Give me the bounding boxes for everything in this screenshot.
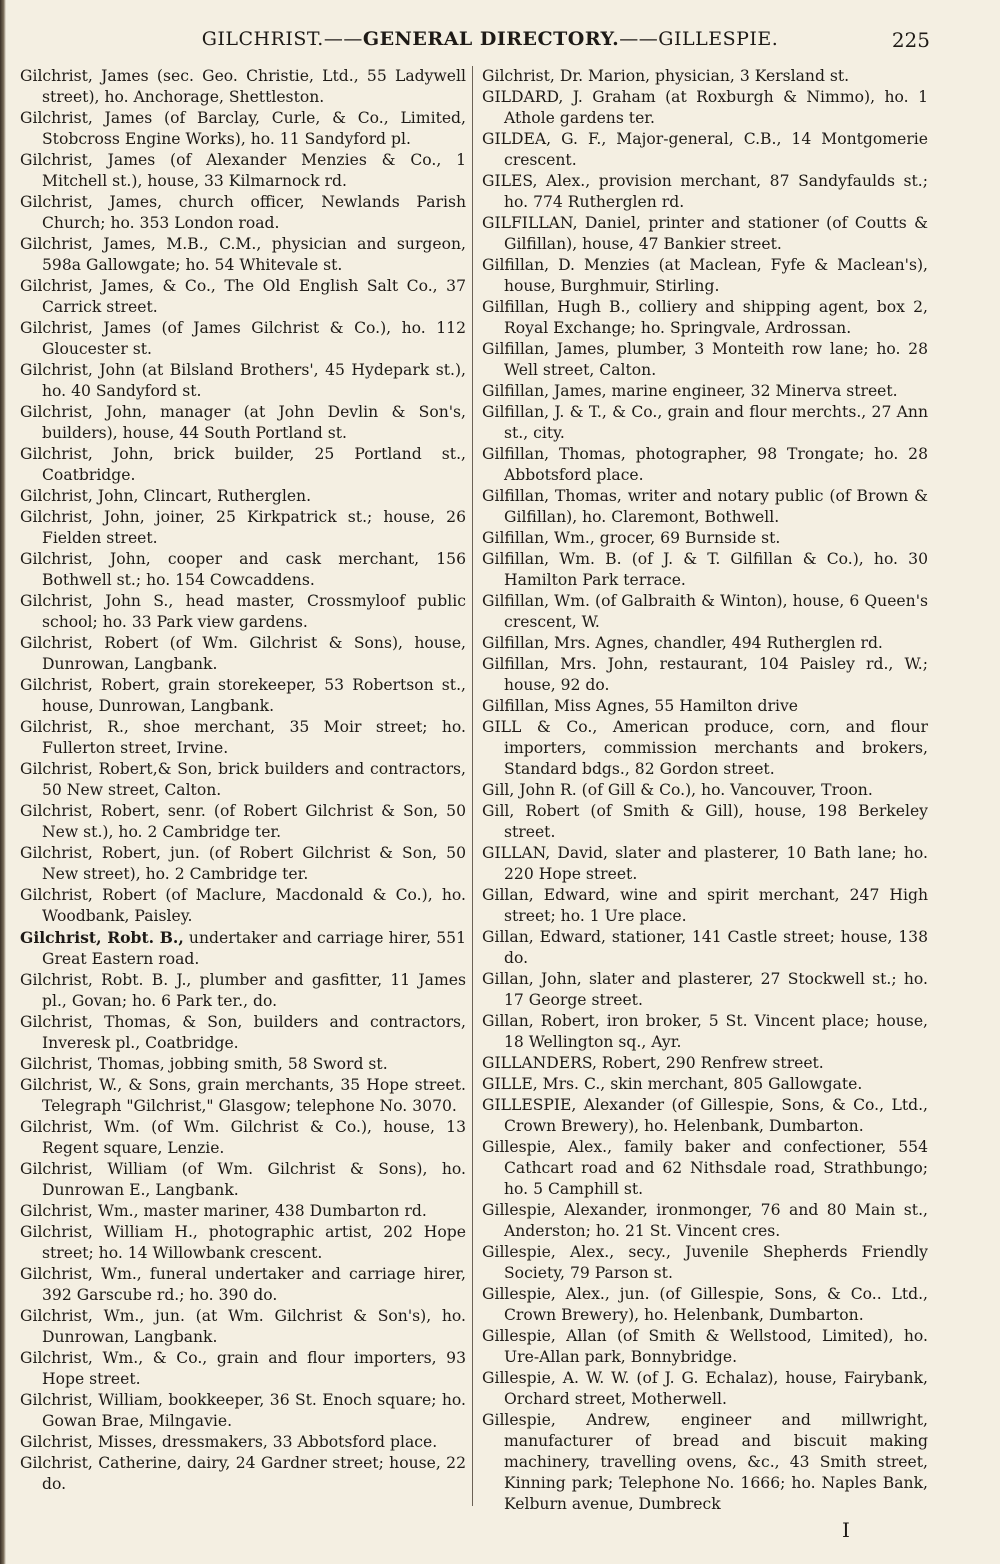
directory-entry <box>20 150 466 192</box>
directory-entry <box>482 969 928 1011</box>
entry-text: Gillespie, Alexander, ironmonger, 76 and 80 Main st., Anderston; ho. 21 St. Vincent cres. <box>482 1201 928 1240</box>
directory-entry <box>20 1222 466 1264</box>
entry-text: Gillespie, Alex., family baker and confectioner, 554 Cathcart road and 62 Nithsdale road, Strathbungo; ho. 5 Camphill st. <box>482 1138 928 1198</box>
directory-entry <box>20 1453 466 1495</box>
directory-entry <box>20 801 466 843</box>
entry-text: Gillespie, Alex., jun. (of Gillespie, Sons, & Co.. Ltd., Crown Brewery), ho. Helenbank, Dumbarton. <box>482 1285 928 1324</box>
directory-entry <box>20 1264 466 1306</box>
entry-text: Gilchrist, James (of James Gilchrist & Co.), ho. 112 Gloucester st. <box>20 319 466 358</box>
entry-text: Gilchrist, Robt. B. J., plumber and gasfitter, 11 James pl., Govan; ho. 6 Park ter., do. <box>20 971 466 1010</box>
entry-text: Gilfillan, Mrs. John, restaurant, 104 Paisley rd., W.; house, 92 do. <box>482 655 928 694</box>
entry-text: undertaker and carriage hirer, 551 Great Eastern road. <box>42 929 466 968</box>
entry-text: Gilchrist, Misses, dressmakers, 33 Abbotsford place. <box>20 1433 438 1451</box>
entry-text: GILDEA, G. F., Major-general, C.B., 14 Montgomerie crescent. <box>482 130 928 169</box>
directory-entry <box>482 717 928 780</box>
directory-entry <box>482 1326 928 1368</box>
entry-text: Gillan, Edward, wine and spirit merchant, 247 High street; ho. 1 Ure place. <box>482 886 928 925</box>
directory-entry <box>482 780 928 801</box>
entry-text: Gilchrist, Catherine, dairy, 24 Gardner street; house, 22 do. <box>20 1454 466 1493</box>
entry-text: Gilchrist, Dr. Marion, physician, 3 Kersland st. <box>482 67 850 85</box>
entry-text: GILFILLAN, Daniel, printer and stationer (of Coutts & Gilfillan), house, 47 Bankier street. <box>482 214 928 253</box>
directory-entry <box>20 970 466 1012</box>
entry-text: Gilchrist, James, & Co., The Old English Salt Co., 37 Carrick street. <box>20 277 466 316</box>
entry-text: Gilchrist, Thomas, & Son, builders and contractors, Inveresk pl., Coatbridge. <box>20 1013 466 1052</box>
header-right: GILLESPIE. <box>658 28 779 50</box>
running-head-title <box>170 28 810 50</box>
directory-entry <box>20 1201 466 1222</box>
directory-entry <box>20 633 466 675</box>
entry-text: GILLE, Mrs. C., skin merchant, 805 Gallowgate. <box>482 1075 863 1093</box>
directory-entry <box>20 591 466 633</box>
directory-entry <box>482 654 928 696</box>
directory-entry <box>482 1284 928 1326</box>
directory-entry <box>20 717 466 759</box>
header-left: GILCHRIST. <box>201 28 324 50</box>
directory-entry <box>20 192 466 234</box>
directory-entry <box>20 66 466 108</box>
directory-entry <box>482 213 928 255</box>
directory-entry <box>20 108 466 150</box>
directory-entry <box>482 339 928 381</box>
column-divider <box>472 66 473 1506</box>
entry-text: Gilchrist, Robert, grain storekeeper, 53 Robertson st., house, Dunrowan, Langbank. <box>20 676 466 715</box>
entry-text: Gilchrist, Wm., funeral undertaker and carriage hirer, 392 Garscube rd.; ho. 390 do. <box>20 1265 466 1304</box>
entry-text: Gilfillan, James, plumber, 3 Monteith row lane; ho. 28 Well street, Calton. <box>482 340 928 379</box>
left-column <box>20 66 466 1495</box>
entry-text: Gillespie, Alex., secy., Juvenile Shepherds Friendly Society, 79 Parson st. <box>482 1243 928 1282</box>
entry-text: Gilchrist, John S., head master, Crossmyloof public school; ho. 33 Park view gardens. <box>20 592 466 631</box>
directory-entry <box>482 381 928 402</box>
directory-entry <box>20 507 466 549</box>
directory-entry <box>482 927 928 969</box>
page-binding-edge <box>0 0 6 1564</box>
entry-text: Gilchrist, Robert,& Son, brick builders and contractors, 50 New street, Calton. <box>20 760 466 799</box>
entry-text: Gill, John R. (of Gill & Co.), ho. Vancouver, Troon. <box>482 781 873 799</box>
entry-text: Gilchrist, Robert, jun. (of Robert Gilchrist & Son, 50 New street), ho. 2 Cambridge ter. <box>20 844 466 883</box>
entry-text: GILLAN, David, slater and plasterer, 10 Bath lane; ho. 220 Hope street. <box>482 844 928 883</box>
page-number: 225 <box>891 28 930 52</box>
directory-entry <box>482 1137 928 1200</box>
directory-entry <box>20 1348 466 1390</box>
directory-entry <box>482 1053 928 1074</box>
entry-text: Gillespie, A. W. W. (of J. G. Echalaz), house, Fairybank, Orchard street, Motherwell. <box>482 1369 928 1408</box>
entry-text: Gilchrist, John, manager (at John Devlin & Son's, builders), house, 44 South Portland st. <box>20 403 466 442</box>
entry-text: GILDARD, J. Graham (at Roxburgh & Nimmo), ho. 1 Athole gardens ter. <box>482 88 928 127</box>
directory-entry <box>20 885 466 927</box>
directory-entry <box>20 276 466 318</box>
entry-text: Gilfillan, Wm., grocer, 69 Burnside st. <box>482 529 781 547</box>
entry-text: Gilchrist, Thomas, jobbing smith, 58 Sword st. <box>20 1055 388 1073</box>
running-head <box>0 28 1000 58</box>
directory-entry <box>20 402 466 444</box>
directory-entry <box>20 444 466 486</box>
directory-entry <box>20 1075 466 1117</box>
entry-text: GILLESPIE, Alexander (of Gillespie, Sons, & Co., Ltd., Crown Brewery), ho. Helenbank, Dumbarton. <box>482 1096 928 1135</box>
directory-entry <box>482 696 928 717</box>
directory-entry <box>482 171 928 213</box>
entry-text: Gilfillan, Thomas, writer and notary public (of Brown & Gilfillan), ho. Claremont, Bothwell. <box>482 487 928 526</box>
signature-mark: I <box>842 1518 850 1542</box>
header-dash-left: —— <box>323 28 363 50</box>
entry-text: Gillespie, Andrew, engineer and millwright, manufacturer of bread and biscuit making machinery, travelling ovens, &c., 43 Smith street, Kinning park; Telephone No. 1666; ho. Naples Bank, Kelburn avenue, Dumbreck <box>482 1411 928 1513</box>
entry-text: Gilfillan, J. & T., & Co., grain and flour merchts., 27 Ann st., city. <box>482 403 928 442</box>
entry-text: Gilchrist, James, M.B., C.M., physician and surgeon, 598a Gallowgate; ho. 54 Whitevale st. <box>20 235 466 274</box>
directory-entry <box>482 843 928 885</box>
directory-entry <box>20 318 466 360</box>
header-center: GENERAL DIRECTORY. <box>362 28 620 50</box>
directory-entry <box>482 1011 928 1053</box>
directory-entry <box>482 486 928 528</box>
entry-text: GILLANDERS, Robert, 290 Renfrew street. <box>482 1054 824 1072</box>
directory-entry <box>20 234 466 276</box>
directory-entry <box>482 528 928 549</box>
entry-text: Gilchrist, James (of Barclay, Curle, & Co., Limited, Stobcross Engine Works), ho. 11 Sandyford pl. <box>20 109 466 148</box>
directory-entry <box>20 675 466 717</box>
directory-entry <box>482 1095 928 1137</box>
entry-text: Gilfillan, Wm. B. (of J. & T. Gilfillan & Co.), ho. 30 Hamilton Park terrace. <box>482 550 928 589</box>
directory-entry <box>482 591 928 633</box>
directory-entry <box>482 297 928 339</box>
entry-text: Gillan, Robert, iron broker, 5 St. Vincent place; house, 18 Wellington sq., Ayr. <box>482 1012 928 1051</box>
entry-text: Gilchrist, John, joiner, 25 Kirkpatrick st.; house, 26 Fielden street. <box>20 508 466 547</box>
entry-text: Gilchrist, James (of Alexander Menzies & Co., 1 Mitchell st.), house, 33 Kilmarnock rd. <box>20 151 466 190</box>
entry-text: Gilchrist, James, church officer, Newlands Parish Church; ho. 353 London road. <box>20 193 466 232</box>
right-column <box>482 66 928 1515</box>
entry-text: Gilchrist, W., & Sons, grain merchants, 35 Hope street. Telegraph "Gilchrist," Glasgow; telephone No. 3070. <box>20 1076 466 1115</box>
directory-entry <box>482 129 928 171</box>
entry-text: Gilfillan, Mrs. Agnes, chandler, 494 Rutherglen rd. <box>482 634 883 652</box>
entry-text: Gilfillan, Hugh B., colliery and shipping agent, box 2, Royal Exchange; ho. Springvale, Ardrossan. <box>482 298 928 337</box>
directory-entry <box>482 1368 928 1410</box>
entry-text: Gilchrist, William, bookkeeper, 36 St. Enoch square; ho. Gowan Brae, Milngavie. <box>20 1391 466 1430</box>
directory-entry <box>20 1159 466 1201</box>
directory-entry <box>20 1054 466 1075</box>
directory-entry <box>482 87 928 129</box>
entry-text: Gilfillan, Miss Agnes, 55 Hamilton drive <box>482 697 798 715</box>
entry-text: Gilchrist, John, brick builder, 25 Portland st., Coatbridge. <box>20 445 466 484</box>
entry-text: Gilchrist, Robert (of Maclure, Macdonald & Co.), ho. Woodbank, Paisley. <box>20 886 466 925</box>
directory-entry <box>20 1117 466 1159</box>
directory-entry <box>20 486 466 507</box>
directory-entry <box>20 759 466 801</box>
directory-entry <box>482 1410 928 1515</box>
entry-text: Gilchrist, John, Clincart, Rutherglen. <box>20 487 312 505</box>
directory-entry <box>20 1012 466 1054</box>
directory-entry <box>482 885 928 927</box>
directory-entry <box>482 801 928 843</box>
directory-entry <box>20 1432 466 1453</box>
directory-entry <box>482 1242 928 1284</box>
directory-entry <box>20 927 466 970</box>
entry-text: Gilfillan, Thomas, photographer, 98 Trongate; ho. 28 Abbotsford place. <box>482 445 928 484</box>
entry-text: Gilchrist, James (sec. Geo. Christie, Ltd., 55 Ladywell street), ho. Anchorage, Shettleston. <box>20 67 466 106</box>
entry-text: Gillan, Edward, stationer, 141 Castle street; house, 138 do. <box>482 928 928 967</box>
directory-entry <box>20 549 466 591</box>
entry-text: Gilfillan, Wm. (of Galbraith & Winton), house, 6 Queen's crescent, W. <box>482 592 928 631</box>
directory-entry <box>482 1200 928 1242</box>
directory-entry <box>482 633 928 654</box>
directory-entry <box>482 255 928 297</box>
directory-entry <box>20 843 466 885</box>
directory-entry <box>482 1074 928 1095</box>
directory-entry <box>482 444 928 486</box>
entry-name-bold: Gilchrist, Robt. B., <box>20 928 184 947</box>
entry-text: Gillespie, Allan (of Smith & Wellstood, Limited), ho. Ure-Allan park, Bonnybridge. <box>482 1327 928 1366</box>
entry-text: GILES, Alex., provision merchant, 87 Sandyfaulds st.; ho. 774 Rutherglen rd. <box>482 172 928 211</box>
entry-text: Gilchrist, Wm., & Co., grain and flour importers, 93 Hope street. <box>20 1349 466 1388</box>
header-dash-right: —— <box>619 28 659 50</box>
directory-entry <box>20 1306 466 1348</box>
entry-text: Gilchrist, William (of Wm. Gilchrist & Sons), ho. Dunrowan E., Langbank. <box>20 1160 466 1199</box>
entry-text: Gilchrist, William H., photographic artist, 202 Hope street; ho. 14 Willowbank crescent. <box>20 1223 466 1262</box>
entry-text: Gilchrist, R., shoe merchant, 35 Moir street; ho. Fullerton street, Irvine. <box>20 718 466 757</box>
entry-text: GILL & Co., American produce, corn, and flour importers, commission merchants and brokers, Standard bdgs., 82 Gordon street. <box>482 718 928 778</box>
entry-text: Gilfillan, D. Menzies (at Maclean, Fyfe & Maclean's), house, Burghmuir, Stirling. <box>482 256 928 295</box>
entry-text: Gilchrist, Wm., master mariner, 438 Dumbarton rd. <box>20 1202 427 1220</box>
directory-entry <box>482 549 928 591</box>
directory-entry <box>20 360 466 402</box>
directory-entry <box>20 1390 466 1432</box>
entry-text: Gilchrist, John (at Bilsland Brothers', 45 Hydepark st.), ho. 40 Sandyford st. <box>20 361 466 400</box>
directory-entry <box>482 402 928 444</box>
directory-entry <box>482 66 928 87</box>
entry-text: Gilchrist, John, cooper and cask merchant, 156 Bothwell st.; ho. 154 Cowcaddens. <box>20 550 466 589</box>
entry-text: Gilfillan, James, marine engineer, 32 Minerva street. <box>482 382 898 400</box>
entry-text: Gilchrist, Wm., jun. (at Wm. Gilchrist & Son's), ho. Dunrowan, Langbank. <box>20 1307 466 1346</box>
entry-text: Gilchrist, Robert, senr. (of Robert Gilchrist & Son, 50 New st.), ho. 2 Cambridge ter. <box>20 802 466 841</box>
entry-text: Gillan, John, slater and plasterer, 27 Stockwell st.; ho. 17 George street. <box>482 970 928 1009</box>
entry-text: Gilchrist, Robert (of Wm. Gilchrist & Sons), house, Dunrowan, Langbank. <box>20 634 466 673</box>
entry-text: Gill, Robert (of Smith & Gill), house, 198 Berkeley street. <box>482 802 928 841</box>
entry-text: Gilchrist, Wm. (of Wm. Gilchrist & Co.), house, 13 Regent square, Lenzie. <box>20 1118 466 1157</box>
